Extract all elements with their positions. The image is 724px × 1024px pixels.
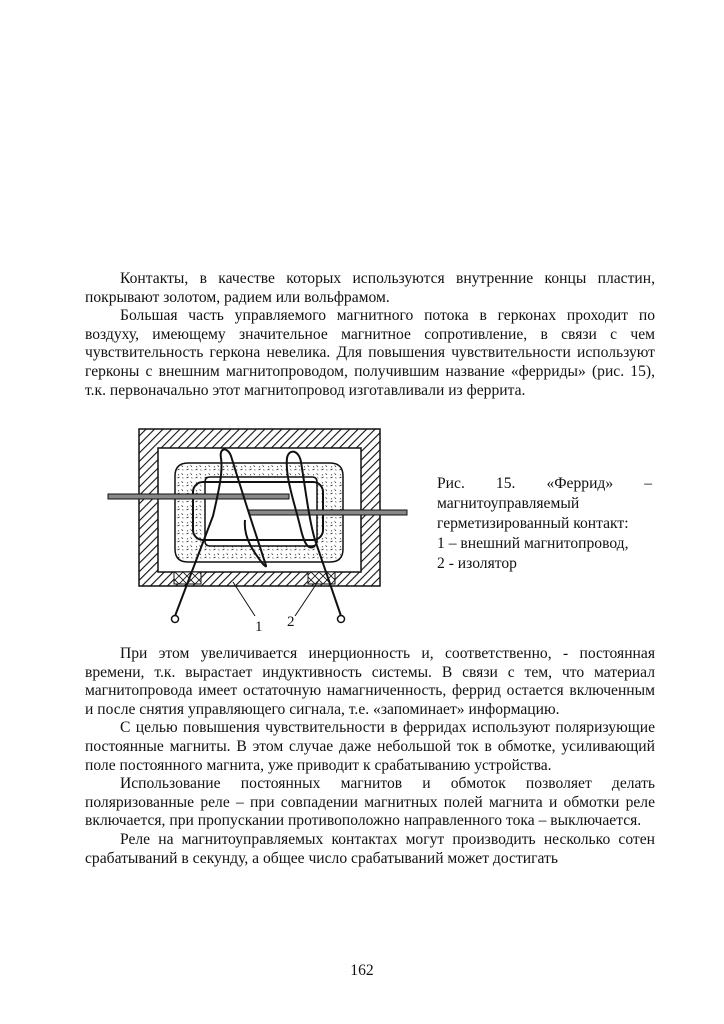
ferrid-diagram [95, 420, 415, 640]
caption-line: 1 – внешний магнитопровод, [437, 535, 629, 552]
paragraph: При этом увеличивается инерционность и, соответственно, - постоянная времени, т.к. вырастает индуктивность системы. В связи с тем, что материал магнитопровода имеет остаточную намагниченность, феррид остается включенным и после снятия управляющего сигнала, т.е. «запоминает» информацию. [85, 645, 655, 718]
paragraph: Контакты, в качестве которых используются внутренние концы пластин, покрывают золотом, радием или вольфрамом. [85, 270, 655, 306]
label-1: 1 [255, 619, 263, 635]
caption-line: магнитоуправляемый [437, 495, 580, 512]
ferrid-figure [95, 420, 415, 640]
caption-line: герметизированный контакт: [437, 515, 629, 532]
body-text-top [85, 270, 655, 400]
leader-line-1 [233, 582, 255, 616]
label-2: 2 [287, 614, 295, 630]
terminal-right [338, 616, 345, 623]
paragraph: Большая часть управляемого магнитного потока в герконах проходит по воздуху, имеющему значительное магнитное сопротивление, в связи с чем чувствительность геркона невелика. Для повышения чувствительности используют герконы с внешним магнитопроводом, получившим название «ферриды» (рис. 15), т.к. первоначально этот магнитопровод изготавливали из феррита. [85, 307, 655, 399]
paragraph: С целью повышения чувствительности в ферридах используют поляризующие постоянные магниты. В этом случае даже небольшой ток в обмотке, усиливающий поле постоянного магнита, уже приводит к срабатыванию устройства. [85, 719, 655, 774]
paragraph: Использование постоянных магнитов и обмоток позволяет делать поляризованные реле – при совпадении магнитных полей магнита и обмотки реле включается, при пропускании противоположно направленного тока – выключается. [85, 775, 655, 830]
reed-plate-right [249, 510, 407, 515]
page-number: 162 [350, 962, 374, 979]
paragraph: Реле на магнитоуправляемых контактах могут производить несколько сотен срабатываний в секунду, а общее число срабатываний может достигать [85, 830, 655, 867]
reed-plate-left [108, 494, 289, 499]
figure-caption [437, 474, 652, 574]
caption-line: 2 - изолятор [437, 555, 517, 572]
insulator-right [308, 572, 335, 584]
caption-line: Рис. 15. «Феррид» – [437, 475, 652, 492]
body-text-bottom [85, 645, 655, 868]
terminal-left [172, 616, 179, 623]
